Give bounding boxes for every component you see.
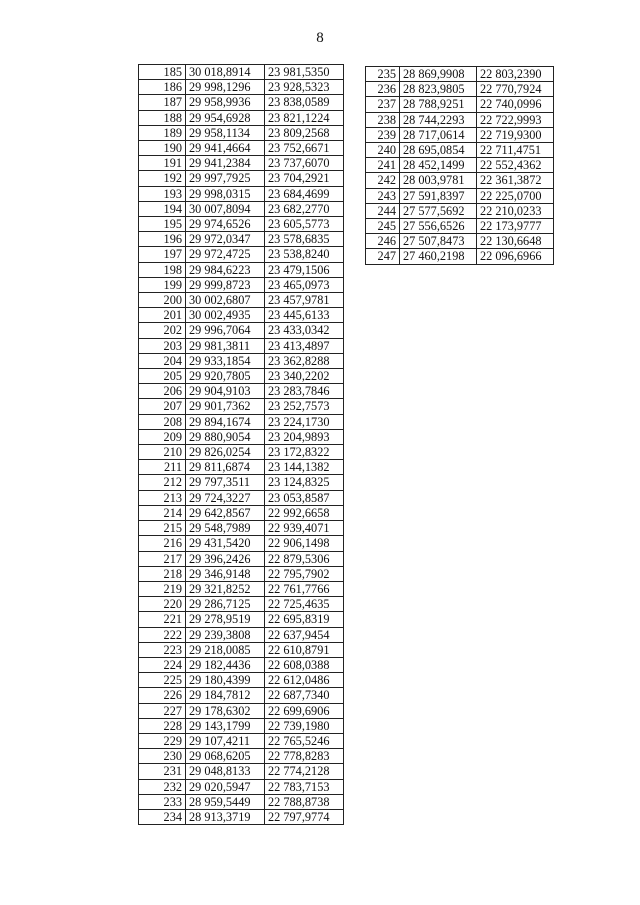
y-coordinate: 22 774,2128 — [265, 764, 344, 779]
point-number: 190 — [139, 141, 186, 156]
y-coordinate: 22 788,8738 — [265, 794, 344, 809]
table-row — [139, 521, 344, 536]
x-coordinate: 29 143,1799 — [186, 718, 265, 733]
point-number: 196 — [139, 232, 186, 247]
point-number: 215 — [139, 521, 186, 536]
x-coordinate: 29 431,5420 — [186, 536, 265, 551]
x-coordinate: 27 577,5692 — [400, 203, 477, 218]
y-coordinate: 23 928,5323 — [265, 80, 344, 95]
point-number: 204 — [139, 353, 186, 368]
point-number: 232 — [139, 779, 186, 794]
x-coordinate: 27 507,8473 — [400, 234, 477, 249]
x-coordinate: 29 974,6526 — [186, 217, 265, 232]
coordinates-table-right — [365, 66, 554, 265]
table-row — [139, 749, 344, 764]
x-coordinate: 30 007,8094 — [186, 201, 265, 216]
y-coordinate: 23 433,0342 — [265, 323, 344, 338]
y-coordinate: 22 719,9300 — [477, 127, 554, 142]
table-row — [139, 384, 344, 399]
y-coordinate: 22 795,7902 — [265, 566, 344, 581]
point-number: 245 — [366, 219, 400, 234]
point-number: 224 — [139, 657, 186, 672]
y-coordinate: 22 778,8283 — [265, 749, 344, 764]
table-row — [366, 112, 554, 127]
y-coordinate: 23 821,1224 — [265, 110, 344, 125]
x-coordinate: 28 003,9781 — [400, 173, 477, 188]
table-row — [139, 201, 344, 216]
x-coordinate: 27 556,6526 — [400, 219, 477, 234]
y-coordinate: 22 761,7766 — [265, 581, 344, 596]
point-number: 185 — [139, 65, 186, 80]
x-coordinate: 29 107,4211 — [186, 733, 265, 748]
x-coordinate: 29 904,9103 — [186, 384, 265, 399]
y-coordinate: 22 610,8791 — [265, 642, 344, 657]
x-coordinate: 29 724,3227 — [186, 490, 265, 505]
table-row — [139, 338, 344, 353]
y-coordinate: 22 608,0388 — [265, 657, 344, 672]
point-number: 208 — [139, 414, 186, 429]
x-coordinate: 29 894,1674 — [186, 414, 265, 429]
x-coordinate: 29 954,6928 — [186, 110, 265, 125]
point-number: 222 — [139, 627, 186, 642]
point-number: 186 — [139, 80, 186, 95]
x-coordinate: 29 020,5947 — [186, 779, 265, 794]
x-coordinate: 30 002,6807 — [186, 293, 265, 308]
y-coordinate: 22 740,0996 — [477, 97, 554, 112]
x-coordinate: 28 869,9908 — [400, 67, 477, 82]
point-number: 191 — [139, 156, 186, 171]
point-number: 242 — [366, 173, 400, 188]
y-coordinate: 23 204,9893 — [265, 429, 344, 444]
point-number: 209 — [139, 429, 186, 444]
point-number: 226 — [139, 688, 186, 703]
point-number: 243 — [366, 188, 400, 203]
y-coordinate: 23 144,1382 — [265, 460, 344, 475]
table-row — [139, 323, 344, 338]
table-row — [139, 445, 344, 460]
x-coordinate: 27 591,8397 — [400, 188, 477, 203]
y-coordinate: 22 695,8319 — [265, 612, 344, 627]
table-row — [139, 429, 344, 444]
y-coordinate: 23 465,0973 — [265, 277, 344, 292]
x-coordinate: 29 958,1134 — [186, 125, 265, 140]
x-coordinate: 29 998,1296 — [186, 80, 265, 95]
x-coordinate: 29 996,7064 — [186, 323, 265, 338]
table-row — [139, 505, 344, 520]
table-row — [139, 809, 344, 824]
x-coordinate: 29 972,0347 — [186, 232, 265, 247]
table-row — [139, 141, 344, 156]
point-number: 188 — [139, 110, 186, 125]
x-coordinate: 29 048,8133 — [186, 764, 265, 779]
table-row — [139, 612, 344, 627]
point-number: 195 — [139, 217, 186, 232]
x-coordinate: 29 218,0085 — [186, 642, 265, 657]
y-coordinate: 22 722,9993 — [477, 112, 554, 127]
point-number: 221 — [139, 612, 186, 627]
table-row — [139, 597, 344, 612]
table-row — [139, 566, 344, 581]
table-row — [366, 158, 554, 173]
table-row — [139, 475, 344, 490]
table-row — [366, 143, 554, 158]
x-coordinate: 29 941,2384 — [186, 156, 265, 171]
y-coordinate: 23 283,7846 — [265, 384, 344, 399]
table-row — [139, 536, 344, 551]
point-number: 233 — [139, 794, 186, 809]
x-coordinate: 28 695,0854 — [400, 143, 477, 158]
point-number: 216 — [139, 536, 186, 551]
table-row — [139, 764, 344, 779]
y-coordinate: 23 053,8587 — [265, 490, 344, 505]
point-number: 225 — [139, 673, 186, 688]
table-row — [366, 219, 554, 234]
point-number: 230 — [139, 749, 186, 764]
y-coordinate: 22 699,6906 — [265, 703, 344, 718]
y-coordinate: 23 340,2202 — [265, 369, 344, 384]
x-coordinate: 29 997,7925 — [186, 171, 265, 186]
table-row — [139, 673, 344, 688]
x-coordinate: 29 941,4664 — [186, 141, 265, 156]
table-row — [366, 203, 554, 218]
x-coordinate: 30 018,8914 — [186, 65, 265, 80]
point-number: 239 — [366, 127, 400, 142]
table-row — [139, 171, 344, 186]
table-row — [366, 82, 554, 97]
x-coordinate: 29 981,3811 — [186, 338, 265, 353]
y-coordinate: 22 765,5246 — [265, 733, 344, 748]
point-number: 210 — [139, 445, 186, 460]
table-row — [139, 156, 344, 171]
y-coordinate: 23 445,6133 — [265, 308, 344, 323]
y-coordinate: 23 682,2770 — [265, 201, 344, 216]
x-coordinate: 29 901,7362 — [186, 399, 265, 414]
table-row — [139, 80, 344, 95]
y-coordinate: 22 770,7924 — [477, 82, 554, 97]
y-coordinate: 22 711,4751 — [477, 143, 554, 158]
point-number: 214 — [139, 505, 186, 520]
point-number: 240 — [366, 143, 400, 158]
table-row — [139, 125, 344, 140]
y-coordinate: 23 838,0589 — [265, 95, 344, 110]
point-number: 199 — [139, 277, 186, 292]
table-row — [139, 779, 344, 794]
y-coordinate: 22 725,4635 — [265, 597, 344, 612]
table-row — [139, 490, 344, 505]
y-coordinate: 23 413,4897 — [265, 338, 344, 353]
y-coordinate: 22 096,6966 — [477, 249, 554, 264]
point-number: 246 — [366, 234, 400, 249]
y-coordinate: 22 173,9777 — [477, 219, 554, 234]
y-coordinate: 22 612,0486 — [265, 673, 344, 688]
y-coordinate: 23 252,7573 — [265, 399, 344, 414]
x-coordinate: 29 920,7805 — [186, 369, 265, 384]
x-coordinate: 29 278,9519 — [186, 612, 265, 627]
x-coordinate: 29 984,6223 — [186, 262, 265, 277]
y-coordinate: 22 687,7340 — [265, 688, 344, 703]
point-number: 234 — [139, 809, 186, 824]
y-coordinate: 22 783,7153 — [265, 779, 344, 794]
table-row — [139, 551, 344, 566]
point-number: 218 — [139, 566, 186, 581]
point-number: 206 — [139, 384, 186, 399]
y-coordinate: 23 124,8325 — [265, 475, 344, 490]
table-row — [139, 718, 344, 733]
point-number: 213 — [139, 490, 186, 505]
y-coordinate: 22 992,6658 — [265, 505, 344, 520]
table-row — [139, 627, 344, 642]
x-coordinate: 29 180,4399 — [186, 673, 265, 688]
table-row — [139, 794, 344, 809]
y-coordinate: 22 552,4362 — [477, 158, 554, 173]
table-row — [139, 110, 344, 125]
y-coordinate: 22 225,0700 — [477, 188, 554, 203]
y-coordinate: 23 457,9781 — [265, 293, 344, 308]
x-coordinate: 28 788,9251 — [400, 97, 477, 112]
point-number: 193 — [139, 186, 186, 201]
point-number: 212 — [139, 475, 186, 490]
x-coordinate: 28 823,9805 — [400, 82, 477, 97]
x-coordinate: 29 184,7812 — [186, 688, 265, 703]
x-coordinate: 29 797,3511 — [186, 475, 265, 490]
x-coordinate: 28 913,3719 — [186, 809, 265, 824]
y-coordinate: 23 578,6835 — [265, 232, 344, 247]
y-coordinate: 22 939,4071 — [265, 521, 344, 536]
table-row — [139, 657, 344, 672]
y-coordinate: 22 797,9774 — [265, 809, 344, 824]
point-number: 207 — [139, 399, 186, 414]
y-coordinate: 23 809,2568 — [265, 125, 344, 140]
x-coordinate: 29 321,8252 — [186, 581, 265, 596]
coordinates-table-left — [138, 64, 344, 825]
table-row — [139, 95, 344, 110]
point-number: 244 — [366, 203, 400, 218]
x-coordinate: 29 548,7989 — [186, 521, 265, 536]
point-number: 205 — [139, 369, 186, 384]
point-number: 235 — [366, 67, 400, 82]
y-coordinate: 22 637,9454 — [265, 627, 344, 642]
table-row — [139, 581, 344, 596]
y-coordinate: 23 479,1506 — [265, 262, 344, 277]
point-number: 187 — [139, 95, 186, 110]
table-row — [139, 642, 344, 657]
point-number: 189 — [139, 125, 186, 140]
y-coordinate: 23 684,4699 — [265, 186, 344, 201]
table-row — [139, 414, 344, 429]
point-number: 220 — [139, 597, 186, 612]
point-number: 211 — [139, 460, 186, 475]
y-coordinate: 22 739,1980 — [265, 718, 344, 733]
table-row — [139, 353, 344, 368]
point-number: 198 — [139, 262, 186, 277]
table-row — [139, 369, 344, 384]
table-row — [366, 97, 554, 112]
table-row — [139, 308, 344, 323]
x-coordinate: 29 933,1854 — [186, 353, 265, 368]
table-row — [139, 399, 344, 414]
x-coordinate: 29 286,7125 — [186, 597, 265, 612]
point-number: 238 — [366, 112, 400, 127]
x-coordinate: 29 642,8567 — [186, 505, 265, 520]
point-number: 227 — [139, 703, 186, 718]
x-coordinate: 29 811,6874 — [186, 460, 265, 475]
table-row — [139, 217, 344, 232]
y-coordinate: 22 803,2390 — [477, 67, 554, 82]
x-coordinate: 29 178,6302 — [186, 703, 265, 718]
x-coordinate: 29 396,2426 — [186, 551, 265, 566]
table-row — [366, 127, 554, 142]
y-coordinate: 22 906,1498 — [265, 536, 344, 551]
table-row — [366, 67, 554, 82]
x-coordinate: 29 826,0254 — [186, 445, 265, 460]
point-number: 219 — [139, 581, 186, 596]
y-coordinate: 23 737,6070 — [265, 156, 344, 171]
x-coordinate: 28 717,0614 — [400, 127, 477, 142]
point-number: 192 — [139, 171, 186, 186]
x-coordinate: 30 002,4935 — [186, 308, 265, 323]
y-coordinate: 23 362,8288 — [265, 353, 344, 368]
x-coordinate: 29 239,3808 — [186, 627, 265, 642]
table-row — [139, 703, 344, 718]
point-number: 228 — [139, 718, 186, 733]
page-number: 8 — [316, 30, 324, 46]
x-coordinate: 27 460,2198 — [400, 249, 477, 264]
y-coordinate: 23 605,5773 — [265, 217, 344, 232]
y-coordinate: 23 538,8240 — [265, 247, 344, 262]
x-coordinate: 29 998,0315 — [186, 186, 265, 201]
x-coordinate: 28 744,2293 — [400, 112, 477, 127]
y-coordinate: 22 130,6648 — [477, 234, 554, 249]
point-number: 237 — [366, 97, 400, 112]
point-number: 203 — [139, 338, 186, 353]
table-row — [139, 247, 344, 262]
table-row — [139, 460, 344, 475]
point-number: 217 — [139, 551, 186, 566]
point-number: 229 — [139, 733, 186, 748]
y-coordinate: 22 210,0233 — [477, 203, 554, 218]
y-coordinate: 22 361,3872 — [477, 173, 554, 188]
y-coordinate: 23 981,5350 — [265, 65, 344, 80]
table-row — [366, 188, 554, 203]
point-number: 223 — [139, 642, 186, 657]
table-row — [139, 262, 344, 277]
table-row — [139, 186, 344, 201]
point-number: 200 — [139, 293, 186, 308]
y-coordinate: 22 879,5306 — [265, 551, 344, 566]
table-row — [366, 234, 554, 249]
x-coordinate: 29 999,8723 — [186, 277, 265, 292]
x-coordinate: 29 958,9936 — [186, 95, 265, 110]
x-coordinate: 29 068,6205 — [186, 749, 265, 764]
x-coordinate: 29 182,4436 — [186, 657, 265, 672]
y-coordinate: 23 224,1730 — [265, 414, 344, 429]
table-row — [366, 249, 554, 264]
y-coordinate: 23 172,8322 — [265, 445, 344, 460]
y-coordinate: 23 704,2921 — [265, 171, 344, 186]
point-number: 231 — [139, 764, 186, 779]
point-number: 197 — [139, 247, 186, 262]
point-number: 202 — [139, 323, 186, 338]
point-number: 201 — [139, 308, 186, 323]
point-number: 236 — [366, 82, 400, 97]
point-number: 247 — [366, 249, 400, 264]
y-coordinate: 23 752,6671 — [265, 141, 344, 156]
table-row — [139, 277, 344, 292]
table-row — [139, 65, 344, 80]
point-number: 194 — [139, 201, 186, 216]
x-coordinate: 28 452,1499 — [400, 158, 477, 173]
x-coordinate: 29 346,9148 — [186, 566, 265, 581]
table-row — [139, 733, 344, 748]
point-number: 241 — [366, 158, 400, 173]
table-row — [366, 173, 554, 188]
x-coordinate: 29 972,4725 — [186, 247, 265, 262]
x-coordinate: 29 880,9054 — [186, 429, 265, 444]
table-row — [139, 688, 344, 703]
x-coordinate: 28 959,5449 — [186, 794, 265, 809]
table-row — [139, 293, 344, 308]
table-row — [139, 232, 344, 247]
